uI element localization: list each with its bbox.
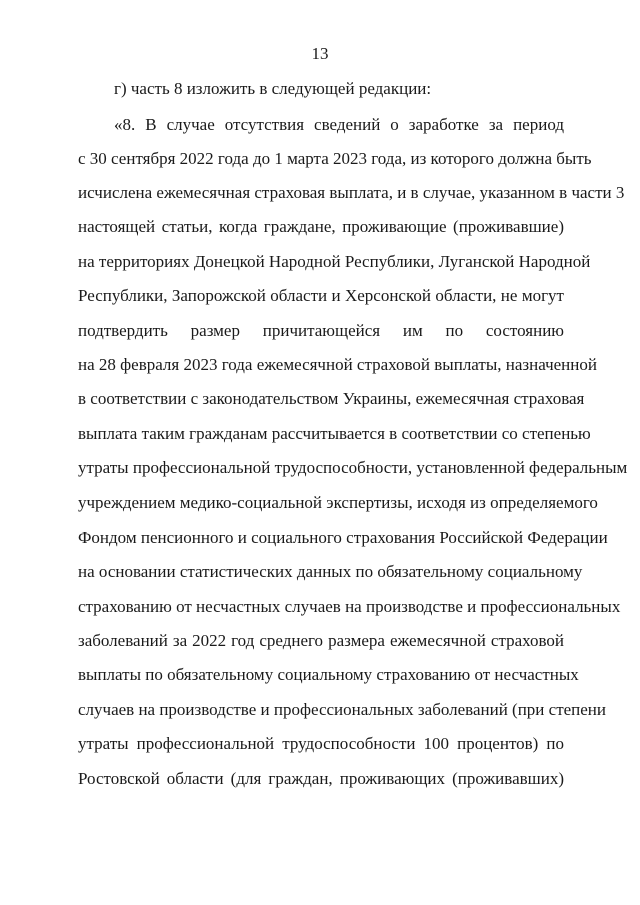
text-line: утраты профессиональной трудоспособности, установленной федеральным bbox=[78, 458, 628, 477]
text-line: заболеваний за 2022 год среднего размера ежемесячной страховой bbox=[78, 631, 564, 650]
text-line: на 28 февраля 2023 года ежемесячной страховой выплаты, назначенной bbox=[78, 355, 597, 374]
text-line: настоящей статьи, когда граждане, проживающие (проживавшие) bbox=[78, 217, 564, 236]
text-line: в соответствии с законодательством Украины, ежемесячная страховая bbox=[78, 389, 585, 408]
page-number: 13 bbox=[311, 44, 329, 63]
text-line: выплата таким гражданам рассчитывается в соответствии со степенью bbox=[78, 424, 591, 443]
text-line: г) часть 8 изложить в следующей редакции: bbox=[114, 79, 432, 98]
text-line: исчислена ежемесячная страховая выплата, и в случае, указанном в части 3 bbox=[78, 183, 625, 202]
text-line: на основании статистических данных по обязательному социальному bbox=[78, 562, 583, 581]
text-line: Ростовской области (для граждан, проживающих (проживавших) bbox=[78, 769, 564, 788]
text-line: с 30 сентября 2022 года до 1 марта 2023 года, из которого должна быть bbox=[78, 149, 592, 168]
text-line: страхованию от несчастных случаев на производстве и профессиональных bbox=[78, 597, 621, 616]
text-line: «8. В случае отсутствия сведений о заработке за период bbox=[114, 115, 564, 134]
text-line: подтвердить размер причитающейся им по состоянию bbox=[78, 321, 564, 340]
text-line: утраты профессиональной трудоспособности 100 процентов) по bbox=[78, 734, 564, 753]
text-line: случаев на производстве и профессиональных заболеваний (при степени bbox=[78, 700, 607, 719]
text-line: выплаты по обязательному социальному страхованию от несчастных bbox=[78, 665, 579, 684]
text-line: учреждением медико-социальной экспертизы, исходя из определяемого bbox=[78, 493, 598, 512]
text-line: Республики, Запорожской области и Херсонской области, не могут bbox=[78, 286, 564, 305]
text-line: на территориях Донецкой Народной Республики, Луганской Народной bbox=[78, 252, 591, 271]
text-line: Фондом пенсионного и социального страхования Российской Федерации bbox=[78, 528, 608, 547]
